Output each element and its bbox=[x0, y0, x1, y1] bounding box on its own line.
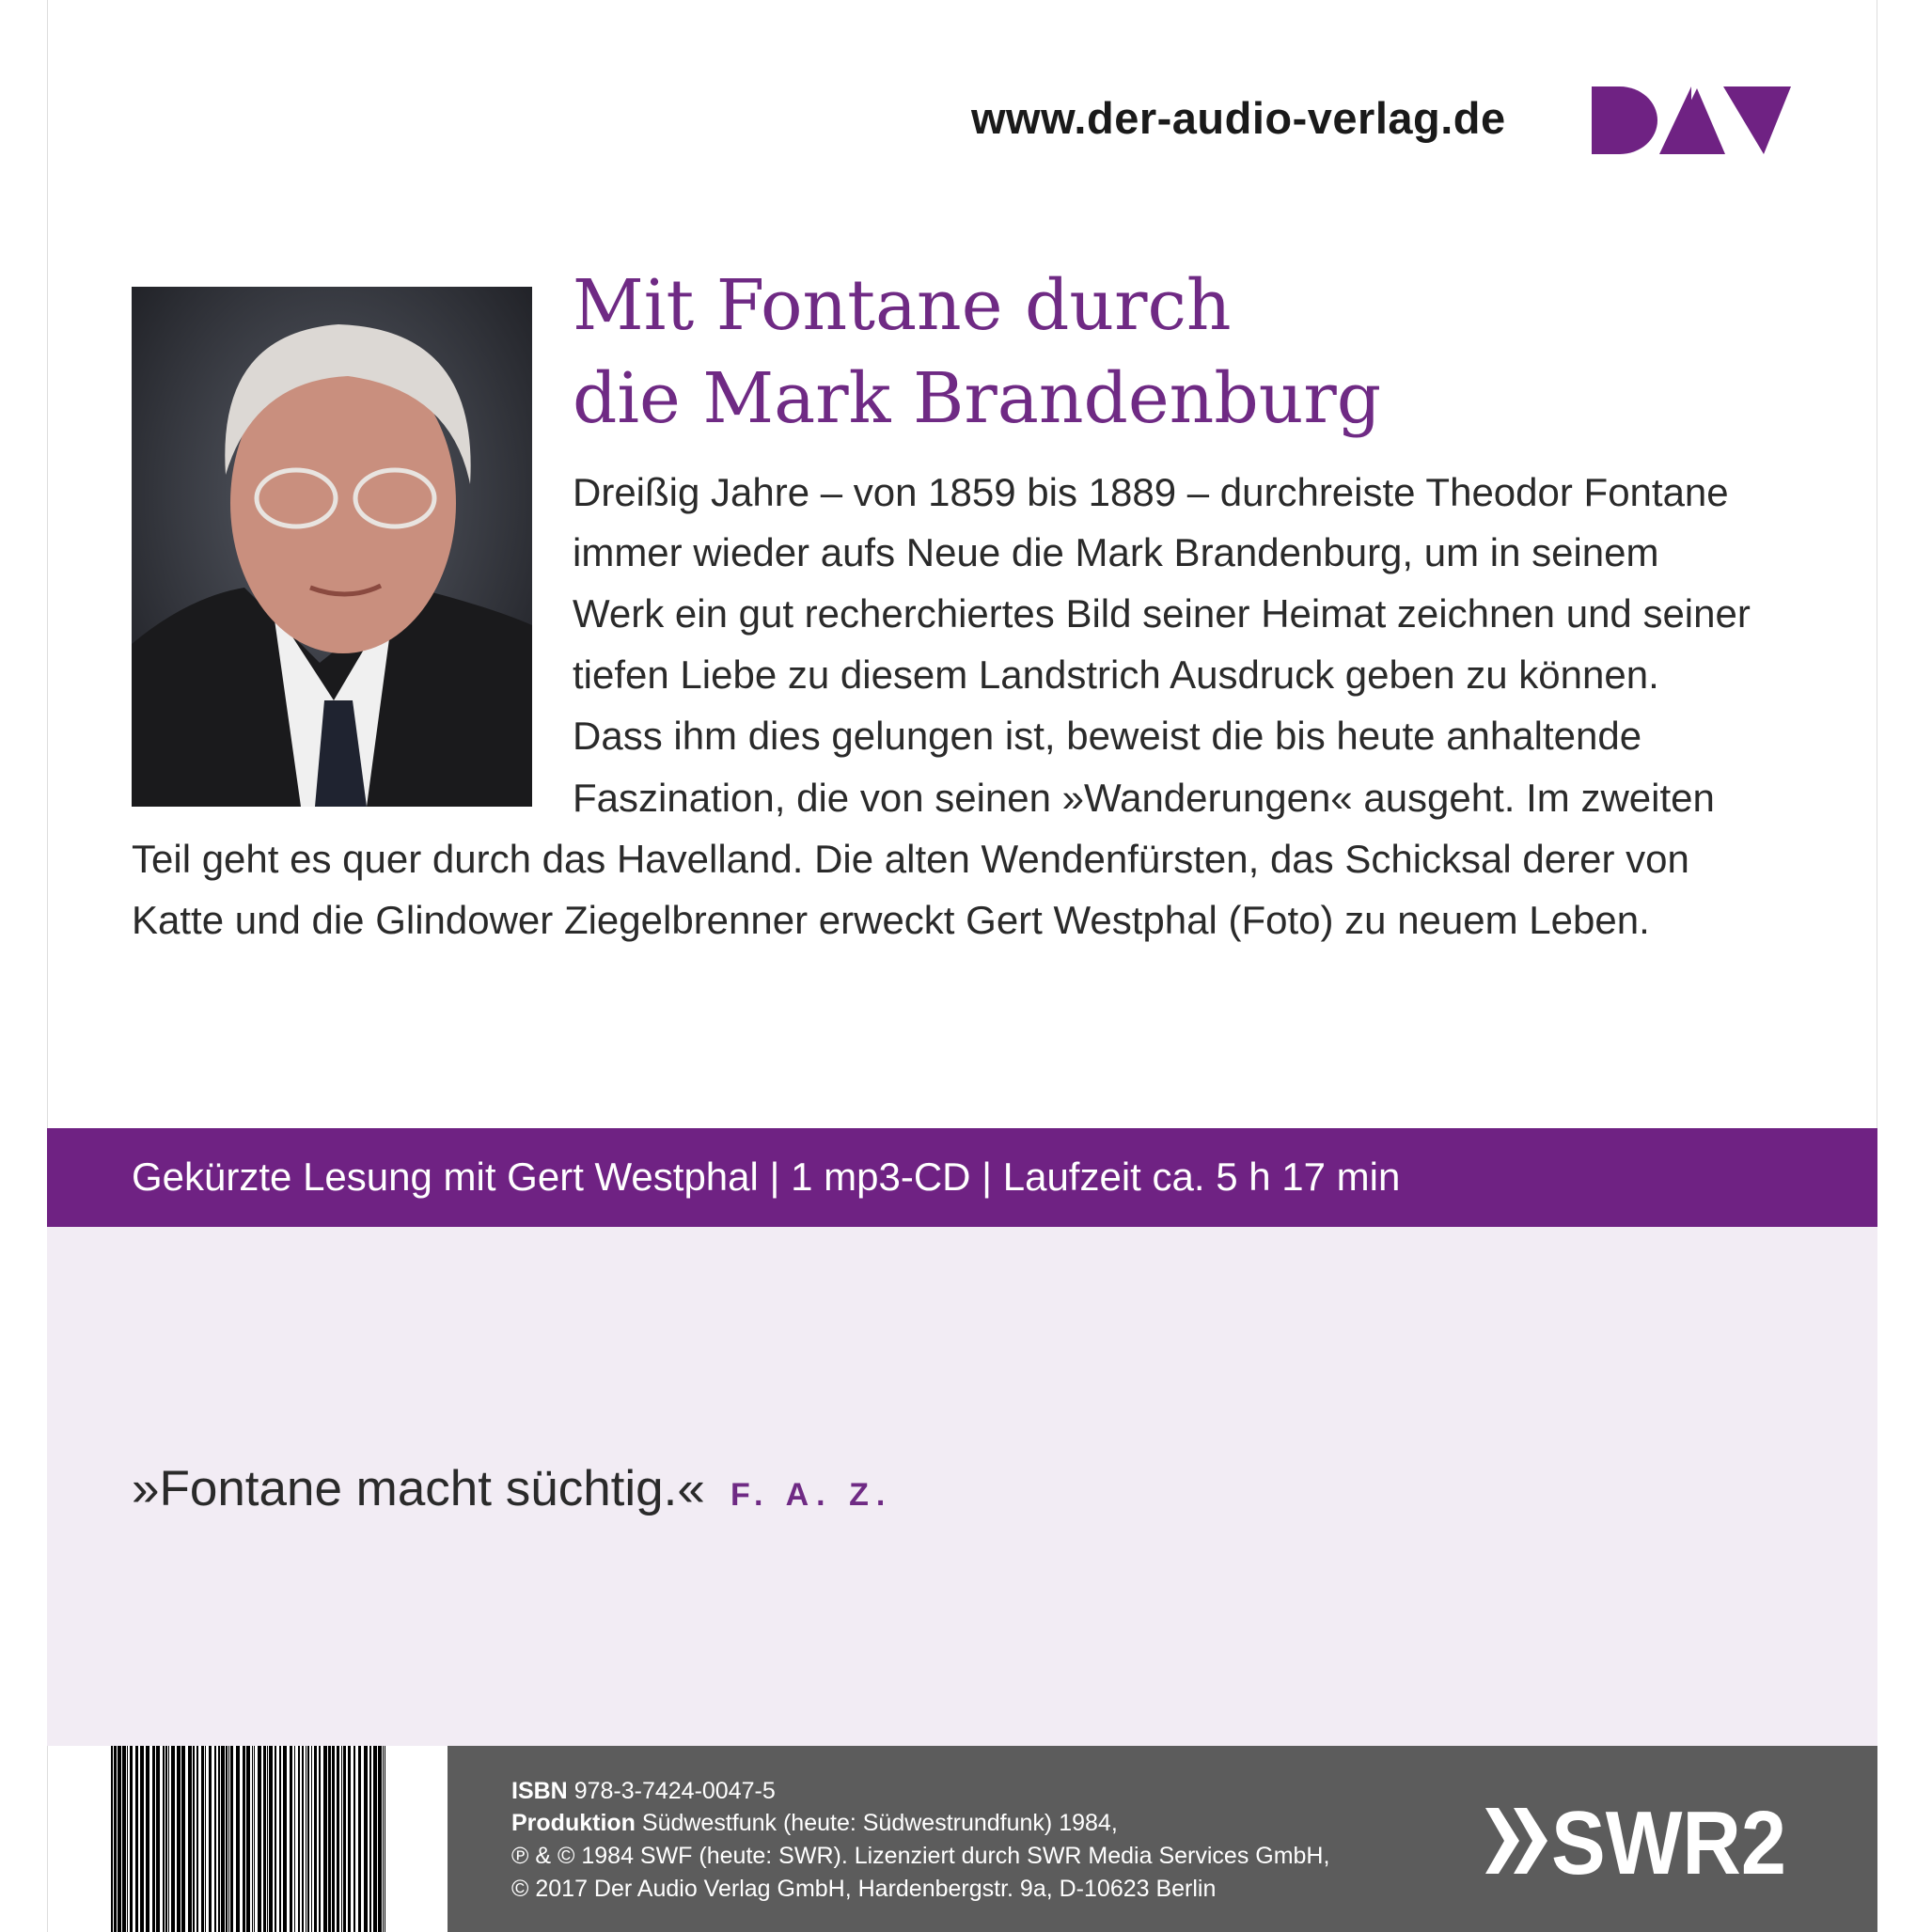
barcode-bar bbox=[319, 1746, 321, 1932]
barcode-bar bbox=[269, 1746, 273, 1932]
barcode-bar bbox=[196, 1746, 198, 1932]
barcode-bar bbox=[328, 1746, 331, 1932]
barcode-bar bbox=[193, 1746, 195, 1932]
barcode-bar bbox=[267, 1746, 268, 1932]
barcode-bar bbox=[343, 1746, 346, 1932]
title-line-1: Mit Fontane durch bbox=[573, 265, 1232, 346]
description-line: Dreißig Jahre – von 1859 bis 1889 – durchreiste Theodor Fontane bbox=[573, 470, 1729, 514]
barcode-bar bbox=[236, 1746, 240, 1932]
barcode-bar bbox=[353, 1746, 355, 1932]
barcode-bar bbox=[337, 1746, 339, 1932]
barcode-bar bbox=[314, 1746, 317, 1932]
barcode-bar bbox=[348, 1746, 351, 1932]
barcode-bar bbox=[135, 1746, 138, 1932]
title-line-2: die Mark Brandenburg bbox=[573, 358, 1382, 439]
product-info-text: Gekürzte Lesung mit Gert Westphal | 1 mp3-CD | Laufzeit ca. 5 h 17 min bbox=[132, 1154, 1401, 1199]
barcode-bar bbox=[290, 1746, 292, 1932]
barcode-bar bbox=[111, 1746, 113, 1932]
description-line: tiefen Liebe zu diesem Landstrich Ausdruck geben zu können. bbox=[573, 652, 1659, 697]
barcode-bar bbox=[152, 1746, 155, 1932]
barcode-bar bbox=[302, 1746, 304, 1932]
publisher-url[interactable]: www.der-audio-verlag.de bbox=[971, 93, 1506, 143]
barcode-bar bbox=[122, 1746, 126, 1932]
barcode-bar bbox=[246, 1746, 250, 1932]
barcode-bar bbox=[163, 1746, 165, 1932]
barcode-bar bbox=[358, 1746, 361, 1932]
barcode-bar bbox=[181, 1746, 185, 1932]
production-value: Südwestfunk (heute: Südwestrundfunk) 1984, bbox=[641, 1810, 1118, 1836]
barcode-bar bbox=[177, 1746, 181, 1932]
product-info-band bbox=[47, 1128, 1877, 1227]
barcode-bar bbox=[311, 1746, 312, 1932]
description-line: Katte und die Glindower Ziegelbrenner erweckt Gert Westphal (Foto) zu neuem Leben. bbox=[132, 898, 1650, 942]
description-line: Dass ihm dies gelungen ist, beweist die bis heute anhaltende bbox=[573, 714, 1642, 758]
barcode-bar bbox=[214, 1746, 216, 1932]
barcode-bar bbox=[156, 1746, 160, 1932]
barcode-bar bbox=[275, 1746, 276, 1932]
barcode-bar bbox=[218, 1746, 220, 1932]
barcode-bar bbox=[188, 1746, 192, 1932]
description-line: Werk ein gut recherchiertes Bild seiner Heimat zeichnen und seiner bbox=[573, 591, 1751, 636]
barcode-bar bbox=[252, 1746, 253, 1932]
production-line bbox=[511, 1810, 1118, 1837]
barcode-bar bbox=[298, 1746, 300, 1932]
svg-text:SWR2: SWR2 bbox=[1551, 1800, 1786, 1881]
barcode-bar bbox=[283, 1746, 287, 1932]
barcode-bar bbox=[373, 1746, 377, 1932]
barcode-bar bbox=[226, 1746, 228, 1932]
barcode-bar bbox=[307, 1746, 309, 1932]
barcode-bar bbox=[243, 1746, 245, 1932]
dav-logo bbox=[1592, 86, 1791, 154]
narrator-photo bbox=[132, 287, 532, 807]
barcode-bar bbox=[127, 1746, 128, 1932]
barcode-bar bbox=[230, 1746, 233, 1932]
barcode-bar bbox=[209, 1746, 212, 1932]
footer-info bbox=[448, 1746, 1877, 1932]
description-line: immer wieder aufs Neue die Mark Brandenburg, um in seinem bbox=[573, 530, 1659, 574]
copyright-line: © 2017 Der Audio Verlag GmbH, Hardenbergstr. 9a, D-10623 Berlin bbox=[511, 1876, 1217, 1902]
barcode-bar bbox=[263, 1746, 266, 1932]
barcode-bar bbox=[146, 1746, 149, 1932]
barcode-bar bbox=[118, 1746, 121, 1932]
barcode bbox=[111, 1746, 385, 1932]
quote-section bbox=[47, 1227, 1877, 1746]
barcode-bar bbox=[114, 1746, 117, 1932]
barcode-bar bbox=[279, 1746, 281, 1932]
barcode-bar bbox=[228, 1746, 229, 1932]
description-line: Faszination, die von seinen »Wanderungen« ausgeht. Im zweiten bbox=[573, 776, 1715, 820]
barcode-bar bbox=[258, 1746, 261, 1932]
rights-line: ℗ & © 1984 SWF (heute: SWR). Lizenziert durch SWR Media Services GmbH, bbox=[511, 1843, 1330, 1869]
barcode-bar bbox=[165, 1746, 167, 1932]
barcode-bar bbox=[378, 1746, 382, 1932]
swr2-logo bbox=[1485, 1800, 1791, 1881]
barcode-bar bbox=[130, 1746, 133, 1932]
barcode-bar bbox=[205, 1746, 206, 1932]
production-label: Produktion bbox=[511, 1810, 636, 1836]
barcode-bar bbox=[254, 1746, 255, 1932]
barcode-bar bbox=[332, 1746, 335, 1932]
barcode-bar bbox=[221, 1746, 225, 1932]
barcode-bar bbox=[383, 1746, 384, 1932]
barcode-bar bbox=[201, 1746, 204, 1932]
isbn-label: ISBN bbox=[511, 1778, 568, 1804]
quote-source: F. A. Z. bbox=[730, 1477, 893, 1513]
barcode-bar bbox=[140, 1746, 144, 1932]
barcode-bar bbox=[171, 1746, 175, 1932]
review-quote: »Fontane macht süchtig.« bbox=[132, 1461, 705, 1516]
barcode-bar bbox=[364, 1746, 368, 1932]
isbn-value: 978-3-7424-0047-5 bbox=[573, 1778, 776, 1804]
barcode-bar bbox=[341, 1746, 342, 1932]
isbn-line bbox=[511, 1778, 776, 1805]
barcode-bar bbox=[294, 1746, 295, 1932]
barcode-bar bbox=[369, 1746, 371, 1932]
description-line: Teil geht es quer durch das Havelland. Die alten Wendenfürsten, das Schicksal derer von bbox=[132, 837, 1689, 881]
barcode-bar bbox=[323, 1746, 327, 1932]
barcode-bar bbox=[168, 1746, 169, 1932]
